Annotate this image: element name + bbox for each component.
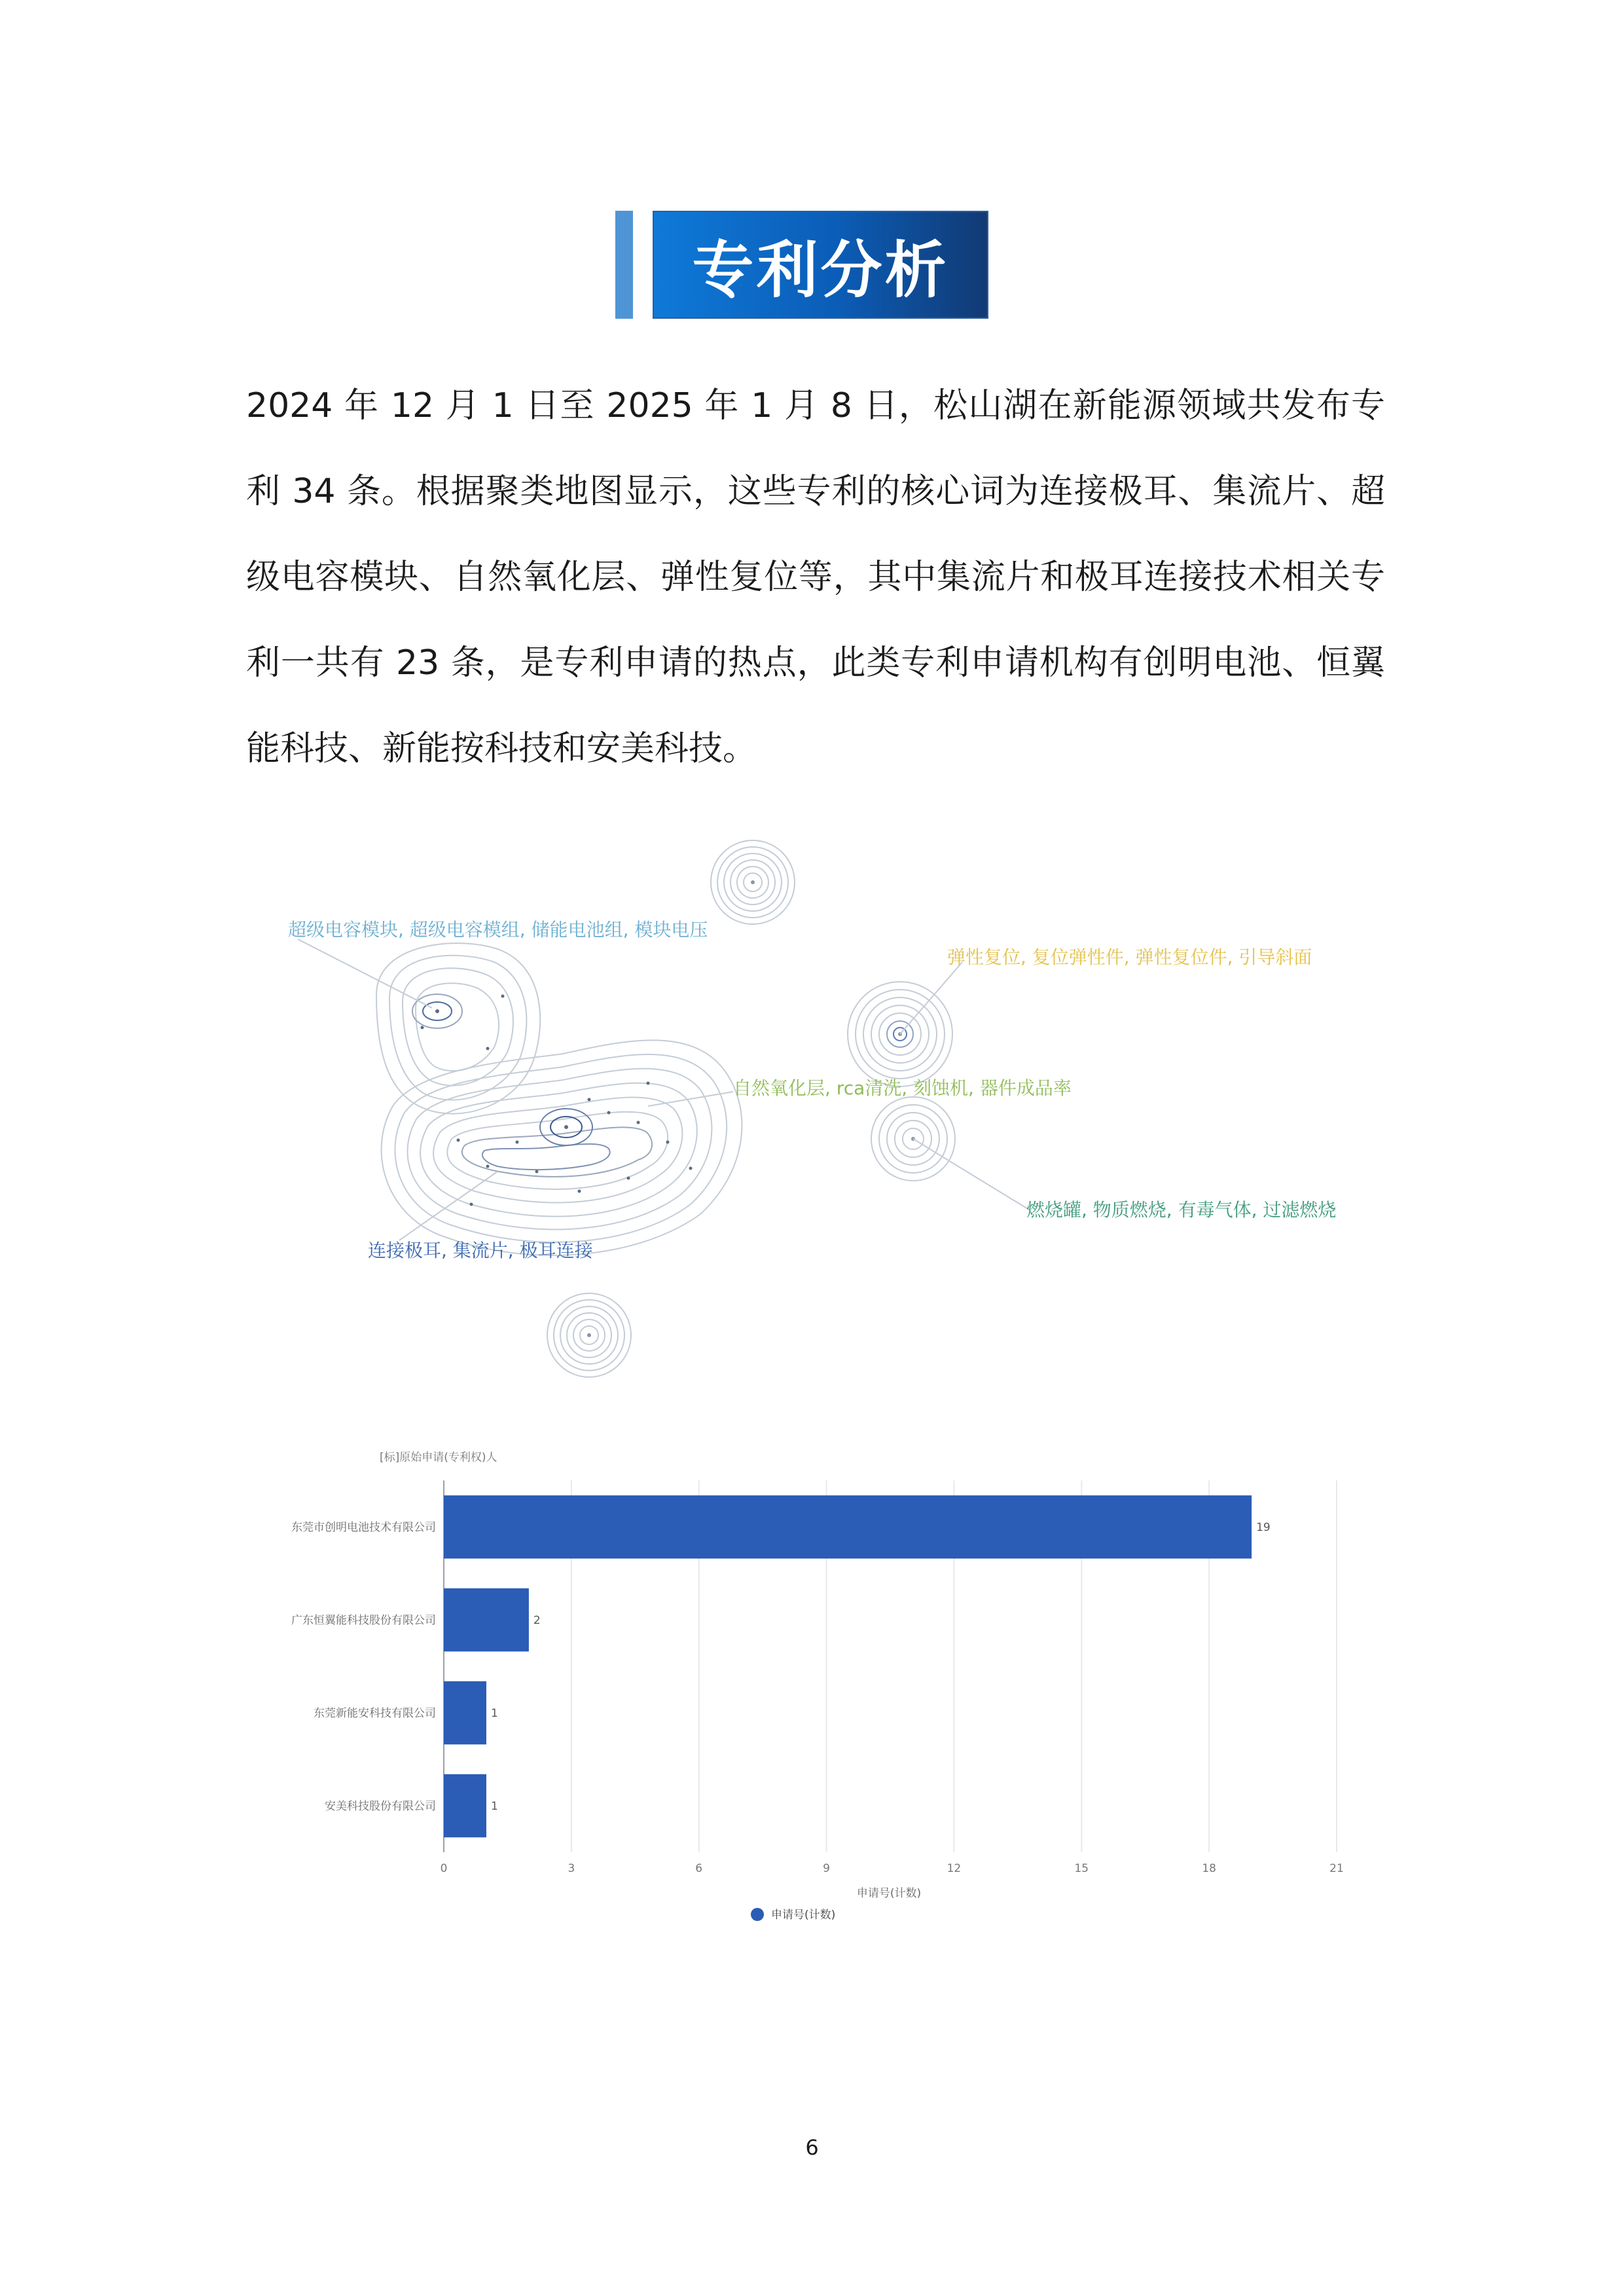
cluster-label-supercap: 超级电容模块, 超级电容模组, 储能电池组, 模块电压 bbox=[288, 919, 708, 941]
cluster-label-combustion: 燃烧罐, 物质燃烧, 有毒气体, 过滤燃烧 bbox=[1026, 1199, 1337, 1221]
cluster-tab-connection bbox=[382, 1040, 742, 1255]
x-tick-label: 12 bbox=[947, 1862, 962, 1875]
chart-legend bbox=[751, 1908, 835, 1922]
x-tick-label: 6 bbox=[695, 1862, 703, 1875]
chart-bars bbox=[444, 1496, 1271, 1838]
bar bbox=[444, 1496, 1252, 1559]
cluster-supercapacitor bbox=[376, 943, 540, 1113]
cluster-label-tab: 连接极耳, 集流片, 极耳连接 bbox=[368, 1240, 593, 1261]
bar-value-label: 1 bbox=[490, 1800, 498, 1813]
x-tick-label: 15 bbox=[1074, 1862, 1089, 1875]
bar-chart bbox=[291, 1451, 1344, 1922]
x-tick-label: 9 bbox=[823, 1862, 830, 1875]
cluster-isolated-bottom bbox=[547, 1293, 631, 1377]
bar-value-label: 19 bbox=[1256, 1521, 1271, 1534]
x-tick-label: 21 bbox=[1329, 1862, 1344, 1875]
bar bbox=[444, 1774, 486, 1838]
x-tick-label: 3 bbox=[568, 1862, 575, 1875]
category-label: 广东恒翼能科技股份有限公司 bbox=[291, 1614, 436, 1627]
x-tick-label: 0 bbox=[440, 1862, 448, 1875]
chart-x-axis-label: 申请号(计数) bbox=[856, 1887, 922, 1900]
cluster-labels bbox=[288, 919, 1336, 1261]
cluster-isolated-top bbox=[711, 840, 795, 924]
legend-marker bbox=[751, 1908, 764, 1921]
body-paragraph: 2024 年 12 月 1 日至 2025 年 1 月 8 日，松山湖在新能源领域共发布专利 34 条。根据聚类地图显示，这些专利的核心词为连接极耳、集流片、超级电容模块、自然氧化层、弹性复位等，其中集流片和极耳连接技术相关专利一共有 23 条，是专利申请的热点，此类专利申请机构有创明电池、恒翼能科技、新能按科技和安美科技。 bbox=[246, 386, 1385, 768]
page-number: 6 bbox=[805, 2135, 819, 2160]
cluster-label-oxide: 自然氧化层, rca清洗, 刻蚀机, 器件成品率 bbox=[733, 1077, 1072, 1099]
bar bbox=[444, 1588, 529, 1652]
chart-title: [标]原始申请(专利权)人 bbox=[380, 1451, 497, 1464]
x-tick-label: 18 bbox=[1202, 1862, 1216, 1875]
chart-x-ticks bbox=[441, 1862, 1344, 1875]
bar-value-label: 2 bbox=[533, 1614, 541, 1627]
bar bbox=[444, 1681, 486, 1745]
cluster-label-elastic: 弹性复位, 复位弹性件, 弹性复位件, 引导斜面 bbox=[947, 946, 1312, 968]
category-label: 东莞新能安科技有限公司 bbox=[314, 1707, 436, 1720]
section-title: 专利分析 bbox=[692, 235, 949, 306]
category-label: 安美科技股份有限公司 bbox=[325, 1800, 436, 1813]
legend-label: 申请号(计数) bbox=[771, 1909, 836, 1922]
category-label: 东莞市创明电池技术有限公司 bbox=[291, 1521, 436, 1534]
chart-category-labels bbox=[291, 1521, 436, 1813]
bar-value-label: 1 bbox=[490, 1707, 498, 1720]
